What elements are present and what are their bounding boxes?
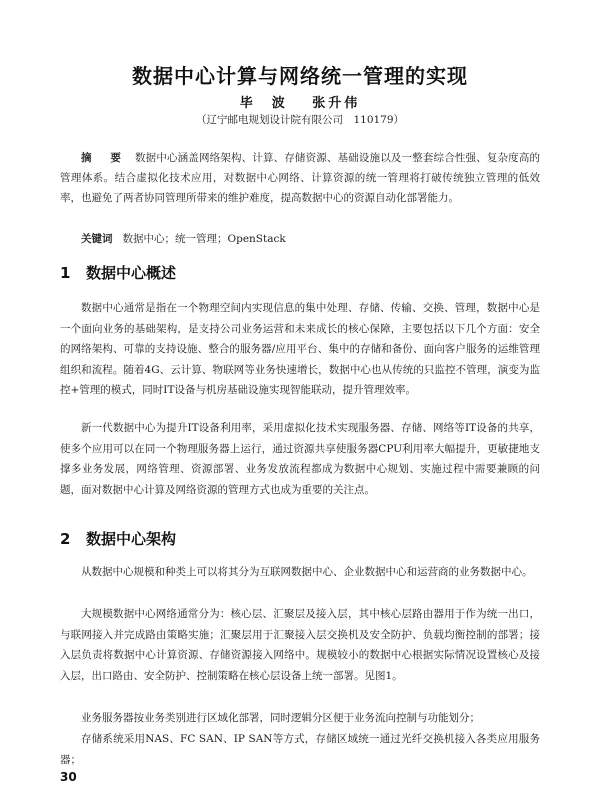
body-paragraph: 大规模数据中心网络通常分为：核心层、汇聚层及接入层，其中核心层路由器用于作为统一出口，与联网接入并完成路由策略实施；汇聚层用于汇聚接入层交换机及安全防护、负载均衡控制的部署；接入层负责将数据中心计算资源、存储资源接入网络中。规模较小的数据中心根据实际情况设置核心及接入层，出口路由、安全防护、控制策略在核心层设备上统一部署。见图1。 (60, 608, 540, 682)
author-name: 毕 波 (239, 96, 288, 111)
body-paragraph: 业务服务器按业务类别进行区域化部署，同时逻辑分区便于业务流向控制与功能划分； (81, 712, 480, 724)
abstract-label: 摘 要 (81, 152, 125, 164)
article-title: 数据中心计算与网络统一管理的实现 (132, 64, 468, 88)
section-title: 数据中心架构 (86, 530, 177, 548)
author-affiliation: （辽宁邮电规划设计院有限公司 110179） (195, 114, 405, 126)
abstract-text: 数据中心涵盖网络架构、计算、存储资源、基础设施以及一整套综合性强、复杂度高的管理体系。结合虚拟化技术应用，对数据中心网络、计算资源的统一管理将打破传统独立管理的低效率，也避免了两者协同管理所带来的维护难度，提高数据中心的资源自动化部署能力。 (60, 152, 541, 204)
abstract (60, 148, 540, 208)
keywords-label: 关键词 (81, 233, 113, 245)
keywords (60, 230, 540, 248)
author-line (0, 92, 600, 111)
body-paragraph: 数据中心通常是指在一个物理空间内实现信息的集中处理、存储、传输、交换、管理，数据中心是一个面向业务的基础架构，是支持公司业务运营和未来成长的核心保障，主要包括以下几个方面：安全的网络架构、可靠的支持设施、整合的服务器/应用平台、集中的存储和备份、面向客户服务的运维管理组织和流程。随着4G、云计算、物联网等业务快速增长，数据中心也从传统的只监控不管理，演变为监控+管理的模式，同时IT设备与机房基础设施实现智能联动，提升管理效率。 (60, 302, 540, 396)
section-heading (60, 262, 176, 283)
body-paragraph: 从数据中心规模和种类上可以将其分为互联网数据中心、企业数据中心和运营商的业务数据中心。 (81, 566, 533, 578)
section-number: 2 (60, 530, 71, 548)
page-number: 30 (60, 770, 77, 784)
section-heading (60, 528, 176, 549)
section-number: 1 (60, 264, 71, 282)
section-title: 数据中心概述 (86, 264, 177, 282)
keywords-text: 数据中心；统一管理；OpenStack (122, 233, 286, 245)
body-paragraph: 存储系统采用NAS、FC SAN、IP SAN等方式，存储区域统一通过光纤交换机接入各类应用服务器； (60, 733, 540, 766)
body-paragraph: 新一代数据中心为提升IT设备利用率，采用虚拟化技术实现服务器、存储、网络等IT设备的共享，使多个应用可以在同一个物理服务器上运行，通过资源共享使服务器CPU利用率大幅提升，更敏捷地支撑多业务发展，网络管理、资源部署、业务发放流程都成为数据中心规划、实施过程中需要兼顾的问题，面对数据中心计算及网络资源的管理方式也成为重要的关注点。 (60, 422, 540, 496)
author-name: 张升伟 (312, 96, 361, 111)
